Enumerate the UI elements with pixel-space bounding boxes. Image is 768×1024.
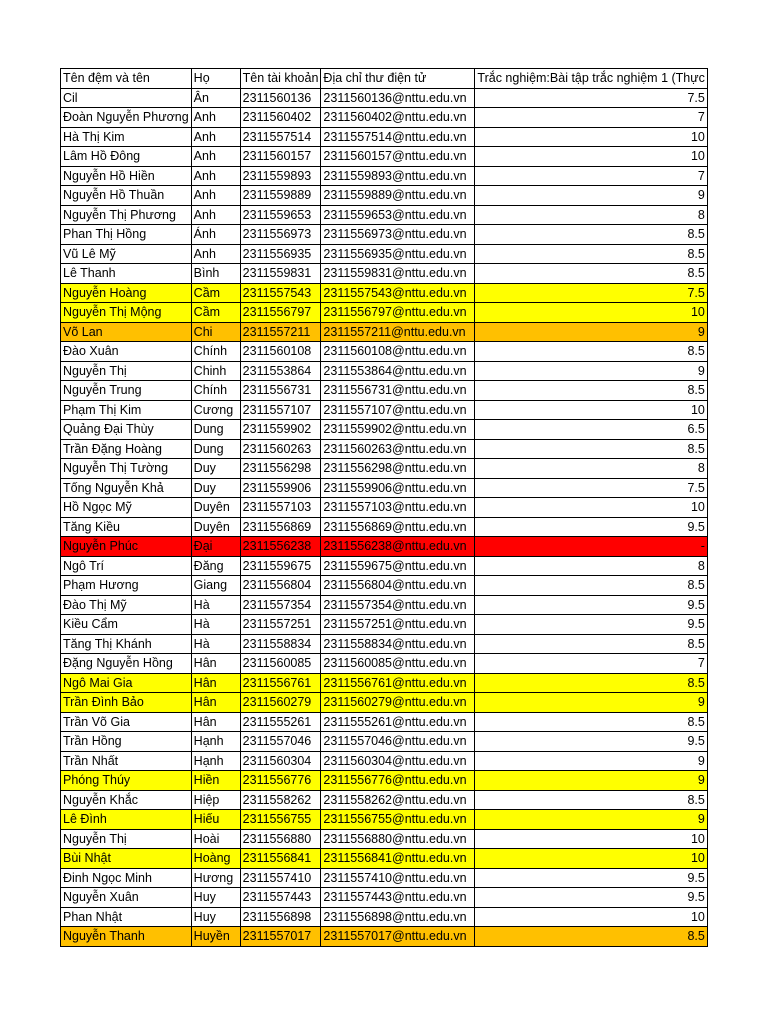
cell-email[interactable]: 2311556880@nttu.edu.vn	[321, 829, 475, 849]
table-row	[61, 439, 708, 459]
cell-ten[interactable]: Bình	[191, 264, 240, 284]
cell-email[interactable]: 2311560402@nttu.edu.vn	[321, 108, 475, 128]
cell-ten[interactable]: Chi	[191, 322, 240, 342]
cell-email[interactable]: 2311559831@nttu.edu.vn	[321, 264, 475, 284]
cell-diem[interactable]: 7	[475, 108, 707, 128]
table-row	[61, 166, 708, 186]
cell-tai-khoan[interactable]: 2311556804	[240, 576, 321, 596]
cell-tai-khoan[interactable]: 2311556776	[240, 771, 321, 791]
table-row	[61, 478, 708, 498]
cell-tai-khoan[interactable]: 2311557443	[240, 888, 321, 908]
cell-ten[interactable]: Hà	[191, 634, 240, 654]
cell-ho-dem[interactable]: Võ Lan	[61, 322, 192, 342]
table-row	[61, 615, 708, 635]
cell-tai-khoan[interactable]: 2311559675	[240, 556, 321, 576]
table-row	[61, 459, 708, 479]
cell-email[interactable]: 2311560108@nttu.edu.vn	[321, 342, 475, 362]
table-row	[61, 225, 708, 245]
cell-diem[interactable]: 9	[475, 361, 707, 381]
cell-ten[interactable]: Anh	[191, 244, 240, 264]
cell-diem[interactable]: 7.5	[475, 478, 707, 498]
cell-diem[interactable]: 8.5	[475, 264, 707, 284]
cell-ho-dem[interactable]: Vũ Lê Mỹ	[61, 244, 192, 264]
cell-tai-khoan[interactable]: 2311559653	[240, 205, 321, 225]
header-ho-dem[interactable]: Tên đệm và tên	[61, 69, 192, 89]
table-row	[61, 576, 708, 596]
cell-ten[interactable]: Hiệp	[191, 790, 240, 810]
cell-tai-khoan[interactable]: 2311557017	[240, 927, 321, 947]
cell-diem[interactable]: 9.5	[475, 595, 707, 615]
cell-ten[interactable]: Đăng	[191, 556, 240, 576]
cell-diem[interactable]: 10	[475, 849, 707, 869]
table-row	[61, 712, 708, 732]
cell-tai-khoan[interactable]: 2311557410	[240, 868, 321, 888]
cell-ten[interactable]: Hoài	[191, 829, 240, 849]
cell-ho-dem[interactable]: Lê Thanh	[61, 264, 192, 284]
cell-diem[interactable]: 7.5	[475, 88, 707, 108]
table-row	[61, 498, 708, 518]
cell-email[interactable]: 2311560279@nttu.edu.vn	[321, 693, 475, 713]
cell-email[interactable]: 2311556238@nttu.edu.vn	[321, 537, 475, 557]
cell-diem[interactable]: 9.5	[475, 517, 707, 537]
cell-ho-dem[interactable]: Nguyễn Trung	[61, 381, 192, 401]
cell-ho-dem[interactable]: Hà Thị Kim	[61, 127, 192, 147]
cell-ten[interactable]: Hà	[191, 595, 240, 615]
cell-tai-khoan[interactable]: 2311559902	[240, 420, 321, 440]
cell-ten[interactable]: Ánh	[191, 225, 240, 245]
table-row	[61, 420, 708, 440]
cell-diem[interactable]: 9	[475, 771, 707, 791]
cell-diem[interactable]: 8.5	[475, 790, 707, 810]
cell-diem[interactable]: -	[475, 537, 707, 557]
cell-email[interactable]: 2311556731@nttu.edu.vn	[321, 381, 475, 401]
cell-ho-dem[interactable]: Trần Đình Bảo	[61, 693, 192, 713]
cell-diem[interactable]: 10	[475, 147, 707, 167]
cell-diem[interactable]: 9	[475, 186, 707, 206]
cell-ten[interactable]: Hương	[191, 868, 240, 888]
cell-tai-khoan[interactable]: 2311559893	[240, 166, 321, 186]
cell-email[interactable]: 2311556298@nttu.edu.vn	[321, 459, 475, 479]
cell-ten[interactable]: Duy	[191, 459, 240, 479]
table-row	[61, 322, 708, 342]
cell-tai-khoan[interactable]: 2311557046	[240, 732, 321, 752]
cell-ho-dem[interactable]: Tăng Kiều	[61, 517, 192, 537]
table-row	[61, 693, 708, 713]
cell-tai-khoan[interactable]: 2311560304	[240, 751, 321, 771]
cell-email[interactable]: 2311557046@nttu.edu.vn	[321, 732, 475, 752]
cell-email[interactable]: 2311559675@nttu.edu.vn	[321, 556, 475, 576]
cell-ho-dem[interactable]: Phạm Thị Kim	[61, 400, 192, 420]
table-row	[61, 829, 708, 849]
table-row	[61, 654, 708, 674]
cell-ho-dem[interactable]: Nguyễn Thị	[61, 361, 192, 381]
cell-diem[interactable]: 9.5	[475, 732, 707, 752]
cell-diem[interactable]: 8.5	[475, 927, 707, 947]
cell-email[interactable]: 2311557443@nttu.edu.vn	[321, 888, 475, 908]
table-row	[61, 517, 708, 537]
cell-ho-dem[interactable]: Đinh Ngọc Minh	[61, 868, 192, 888]
cell-email[interactable]: 2311559906@nttu.edu.vn	[321, 478, 475, 498]
cell-diem[interactable]: 9.5	[475, 615, 707, 635]
cell-diem[interactable]: 8.5	[475, 634, 707, 654]
cell-email[interactable]: 2311553864@nttu.edu.vn	[321, 361, 475, 381]
cell-diem[interactable]: 8	[475, 205, 707, 225]
cell-ho-dem[interactable]: Nguyễn Khắc	[61, 790, 192, 810]
cell-diem[interactable]: 7	[475, 654, 707, 674]
cell-tai-khoan[interactable]: 2311556298	[240, 459, 321, 479]
cell-diem[interactable]: 10	[475, 907, 707, 927]
cell-email[interactable]: 2311555261@nttu.edu.vn	[321, 712, 475, 732]
cell-tai-khoan[interactable]: 2311557251	[240, 615, 321, 635]
cell-ten[interactable]: Hạnh	[191, 732, 240, 752]
table-row	[61, 361, 708, 381]
cell-email[interactable]: 2311559893@nttu.edu.vn	[321, 166, 475, 186]
cell-tai-khoan[interactable]: 2311557103	[240, 498, 321, 518]
cell-tai-khoan[interactable]: 2311560085	[240, 654, 321, 674]
cell-ten[interactable]: Anh	[191, 166, 240, 186]
cell-email[interactable]: 2311556898@nttu.edu.vn	[321, 907, 475, 927]
cell-diem[interactable]: 9	[475, 810, 707, 830]
cell-email[interactable]: 2311557211@nttu.edu.vn	[321, 322, 475, 342]
table-row	[61, 400, 708, 420]
cell-tai-khoan[interactable]: 2311559906	[240, 478, 321, 498]
cell-ho-dem[interactable]: Kiều Cẩm	[61, 615, 192, 635]
table-row	[61, 127, 708, 147]
cell-diem[interactable]: 8.5	[475, 342, 707, 362]
cell-ten[interactable]: Duyên	[191, 498, 240, 518]
cell-email[interactable]: 2311556869@nttu.edu.vn	[321, 517, 475, 537]
cell-diem[interactable]: 8	[475, 556, 707, 576]
cell-ho-dem[interactable]: Cil	[61, 88, 192, 108]
cell-ho-dem[interactable]: Phạm Hương	[61, 576, 192, 596]
cell-diem[interactable]: 9.5	[475, 888, 707, 908]
cell-ho-dem[interactable]: Tăng Thị Khánh	[61, 634, 192, 654]
cell-ten[interactable]: Cầm	[191, 283, 240, 303]
table-row	[61, 186, 708, 206]
cell-ten[interactable]: Chính	[191, 381, 240, 401]
cell-tai-khoan[interactable]: 2311558262	[240, 790, 321, 810]
cell-ho-dem[interactable]: Đặng Nguyễn Hồng	[61, 654, 192, 674]
cell-email[interactable]: 2311556935@nttu.edu.vn	[321, 244, 475, 264]
cell-ten[interactable]: Chính	[191, 342, 240, 362]
cell-email[interactable]: 2311556973@nttu.edu.vn	[321, 225, 475, 245]
cell-ten[interactable]: Dung	[191, 439, 240, 459]
table-row	[61, 810, 708, 830]
cell-diem[interactable]: 9	[475, 693, 707, 713]
cell-ten[interactable]: Hiếu	[191, 810, 240, 830]
cell-ho-dem[interactable]: Nguyễn Thanh	[61, 927, 192, 947]
cell-ho-dem[interactable]: Đào Thị Mỹ	[61, 595, 192, 615]
cell-ho-dem[interactable]: Nguyễn Thị Mộng	[61, 303, 192, 323]
cell-tai-khoan[interactable]: 2311556761	[240, 673, 321, 693]
cell-tai-khoan[interactable]: 2311553864	[240, 361, 321, 381]
cell-diem[interactable]: 8.5	[475, 225, 707, 245]
cell-ho-dem[interactable]: Ngô Trí	[61, 556, 192, 576]
cell-ho-dem[interactable]: Đào Xuân	[61, 342, 192, 362]
table-row	[61, 244, 708, 264]
table-row	[61, 556, 708, 576]
header-row	[61, 69, 708, 89]
table-row	[61, 751, 708, 771]
cell-diem[interactable]: 10	[475, 303, 707, 323]
cell-diem[interactable]: 8.5	[475, 381, 707, 401]
cell-diem[interactable]: 8.5	[475, 576, 707, 596]
cell-diem[interactable]: 9.5	[475, 868, 707, 888]
cell-ho-dem[interactable]: Ngô Mai Gia	[61, 673, 192, 693]
cell-tai-khoan[interactable]: 2311558834	[240, 634, 321, 654]
cell-email[interactable]: 2311556755@nttu.edu.vn	[321, 810, 475, 830]
cell-tai-khoan[interactable]: 2311557543	[240, 283, 321, 303]
cell-diem[interactable]: 6.5	[475, 420, 707, 440]
cell-ho-dem[interactable]: Phan Thị Hồng	[61, 225, 192, 245]
cell-diem[interactable]: 10	[475, 498, 707, 518]
table-row	[61, 147, 708, 167]
table-row	[61, 732, 708, 752]
cell-ten[interactable]: Hiền	[191, 771, 240, 791]
cell-tai-khoan[interactable]: 2311557107	[240, 400, 321, 420]
cell-ho-dem[interactable]: Trần Võ Gia	[61, 712, 192, 732]
cell-tai-khoan[interactable]: 2311560108	[240, 342, 321, 362]
cell-ho-dem[interactable]: Trần Nhất	[61, 751, 192, 771]
cell-ho-dem[interactable]: Nguyễn Hồ Hiền	[61, 166, 192, 186]
cell-ten[interactable]: Hân	[191, 673, 240, 693]
table-row	[61, 283, 708, 303]
cell-ho-dem[interactable]: Đoàn Nguyễn Phương	[61, 108, 192, 128]
table-row	[61, 790, 708, 810]
cell-email[interactable]: 2311560157@nttu.edu.vn	[321, 147, 475, 167]
cell-email[interactable]: 2311560085@nttu.edu.vn	[321, 654, 475, 674]
table-row	[61, 537, 708, 557]
cell-email[interactable]: 2311558834@nttu.edu.vn	[321, 634, 475, 654]
cell-ten[interactable]: Anh	[191, 127, 240, 147]
cell-diem[interactable]: 8.5	[475, 439, 707, 459]
cell-ten[interactable]: Dung	[191, 420, 240, 440]
table-row	[61, 927, 708, 947]
cell-diem[interactable]: 7	[475, 166, 707, 186]
table-row	[61, 673, 708, 693]
cell-ho-dem[interactable]: Nguyễn Phúc	[61, 537, 192, 557]
cell-tai-khoan[interactable]: 2311560136	[240, 88, 321, 108]
cell-email[interactable]: 2311556804@nttu.edu.vn	[321, 576, 475, 596]
cell-ten[interactable]: Huyền	[191, 927, 240, 947]
cell-ten[interactable]: Anh	[191, 186, 240, 206]
cell-ten[interactable]: Cầm	[191, 303, 240, 323]
cell-diem[interactable]: 10	[475, 127, 707, 147]
cell-ten[interactable]: Hân	[191, 693, 240, 713]
table-row	[61, 634, 708, 654]
cell-ho-dem[interactable]: Lê Đình	[61, 810, 192, 830]
cell-ho-dem[interactable]: Trần Hồng	[61, 732, 192, 752]
cell-ho-dem[interactable]: Nguyễn Thị Tường	[61, 459, 192, 479]
cell-email[interactable]: 2311558262@nttu.edu.vn	[321, 790, 475, 810]
cell-ten[interactable]: Hân	[191, 654, 240, 674]
cell-ho-dem[interactable]: Nguyễn Xuân	[61, 888, 192, 908]
cell-tai-khoan[interactable]: 2311560402	[240, 108, 321, 128]
cell-email[interactable]: 2311557251@nttu.edu.vn	[321, 615, 475, 635]
table-row	[61, 888, 708, 908]
cell-diem[interactable]: 8.5	[475, 673, 707, 693]
cell-email[interactable]: 2311556776@nttu.edu.vn	[321, 771, 475, 791]
cell-ten[interactable]: Hạnh	[191, 751, 240, 771]
table-row	[61, 595, 708, 615]
cell-ho-dem[interactable]: Bùi Nhật	[61, 849, 192, 869]
cell-tai-khoan[interactable]: 2311556880	[240, 829, 321, 849]
cell-email[interactable]: 2311557017@nttu.edu.vn	[321, 927, 475, 947]
cell-ten[interactable]: Duy	[191, 478, 240, 498]
cell-tai-khoan[interactable]: 2311556869	[240, 517, 321, 537]
cell-diem[interactable]: 9	[475, 751, 707, 771]
table-row	[61, 108, 708, 128]
cell-email[interactable]: 2311560304@nttu.edu.vn	[321, 751, 475, 771]
cell-ho-dem[interactable]: Nguyễn Hoàng	[61, 283, 192, 303]
header-ten[interactable]: Họ	[191, 69, 240, 89]
cell-ten[interactable]: Anh	[191, 108, 240, 128]
cell-ho-dem[interactable]: Quảng Đại Thùy	[61, 420, 192, 440]
cell-tai-khoan[interactable]: 2311556841	[240, 849, 321, 869]
table-row	[61, 88, 708, 108]
cell-tai-khoan[interactable]: 2311556973	[240, 225, 321, 245]
table-row	[61, 205, 708, 225]
cell-ho-dem[interactable]: Nguyễn Thị Phương	[61, 205, 192, 225]
cell-tai-khoan[interactable]: 2311560157	[240, 147, 321, 167]
cell-tai-khoan[interactable]: 2311559831	[240, 264, 321, 284]
cell-ho-dem[interactable]: Nguyễn Thị	[61, 829, 192, 849]
cell-tai-khoan[interactable]: 2311560263	[240, 439, 321, 459]
cell-diem[interactable]: 8	[475, 459, 707, 479]
cell-ten[interactable]: Giang	[191, 576, 240, 596]
cell-email[interactable]: 2311559653@nttu.edu.vn	[321, 205, 475, 225]
table-row	[61, 303, 708, 323]
cell-email[interactable]: 2311556761@nttu.edu.vn	[321, 673, 475, 693]
cell-tai-khoan[interactable]: 2311560279	[240, 693, 321, 713]
cell-ten[interactable]: Duyên	[191, 517, 240, 537]
table-row	[61, 868, 708, 888]
table-row	[61, 342, 708, 362]
cell-email[interactable]: 2311559902@nttu.edu.vn	[321, 420, 475, 440]
cell-ten[interactable]: Anh	[191, 147, 240, 167]
cell-ten[interactable]: Hà	[191, 615, 240, 635]
cell-diem[interactable]: 7.5	[475, 283, 707, 303]
cell-ho-dem[interactable]: Tống Nguyễn Khả	[61, 478, 192, 498]
cell-tai-khoan[interactable]: 2311556731	[240, 381, 321, 401]
cell-email[interactable]: 2311556841@nttu.edu.vn	[321, 849, 475, 869]
cell-ten[interactable]: Ân	[191, 88, 240, 108]
cell-email[interactable]: 2311560263@nttu.edu.vn	[321, 439, 475, 459]
table-row	[61, 849, 708, 869]
cell-email[interactable]: 2311557543@nttu.edu.vn	[321, 283, 475, 303]
cell-email[interactable]: 2311557107@nttu.edu.vn	[321, 400, 475, 420]
cell-diem[interactable]: 10	[475, 400, 707, 420]
cell-email[interactable]: 2311560136@nttu.edu.vn	[321, 88, 475, 108]
cell-email[interactable]: 2311557514@nttu.edu.vn	[321, 127, 475, 147]
cell-email[interactable]: 2311559889@nttu.edu.vn	[321, 186, 475, 206]
cell-ten[interactable]: Hân	[191, 712, 240, 732]
cell-email[interactable]: 2311556797@nttu.edu.vn	[321, 303, 475, 323]
cell-ten[interactable]: Đại	[191, 537, 240, 557]
cell-email[interactable]: 2311557103@nttu.edu.vn	[321, 498, 475, 518]
cell-ho-dem[interactable]: Hồ Ngọc Mỹ	[61, 498, 192, 518]
cell-email[interactable]: 2311557354@nttu.edu.vn	[321, 595, 475, 615]
cell-diem[interactable]: 10	[475, 829, 707, 849]
cell-ho-dem[interactable]: Lâm Hồ Đông	[61, 147, 192, 167]
cell-tai-khoan[interactable]: 2311557354	[240, 595, 321, 615]
cell-ten[interactable]: Hoàng	[191, 849, 240, 869]
cell-tai-khoan[interactable]: 2311556898	[240, 907, 321, 927]
table-row	[61, 907, 708, 927]
cell-diem[interactable]: 9	[475, 322, 707, 342]
cell-ten[interactable]: Cương	[191, 400, 240, 420]
grades-table	[60, 68, 708, 947]
cell-diem[interactable]: 8.5	[475, 712, 707, 732]
cell-tai-khoan[interactable]: 2311556797	[240, 303, 321, 323]
header-tai-khoan[interactable]: Tên tài khoản	[240, 69, 321, 89]
cell-tai-khoan[interactable]: 2311556755	[240, 810, 321, 830]
cell-tai-khoan[interactable]: 2311557514	[240, 127, 321, 147]
cell-tai-khoan[interactable]: 2311556238	[240, 537, 321, 557]
cell-tai-khoan[interactable]: 2311555261	[240, 712, 321, 732]
cell-email[interactable]: 2311557410@nttu.edu.vn	[321, 868, 475, 888]
cell-diem[interactable]: 8.5	[475, 244, 707, 264]
cell-tai-khoan[interactable]: 2311559889	[240, 186, 321, 206]
cell-ten[interactable]: Huy	[191, 907, 240, 927]
table-row	[61, 771, 708, 791]
cell-ten[interactable]: Huy	[191, 888, 240, 908]
table-row	[61, 264, 708, 284]
header-diem[interactable]: Trắc nghiệm:Bài tập trắc nghiệm 1 (Thực	[475, 69, 707, 89]
table-row	[61, 381, 708, 401]
cell-ten[interactable]: Chinh	[191, 361, 240, 381]
cell-ho-dem[interactable]: Trần Đặng Hoàng	[61, 439, 192, 459]
cell-ho-dem[interactable]: Nguyễn Hồ Thuần	[61, 186, 192, 206]
cell-ho-dem[interactable]: Phan Nhật	[61, 907, 192, 927]
cell-ten[interactable]: Anh	[191, 205, 240, 225]
cell-tai-khoan[interactable]: 2311556935	[240, 244, 321, 264]
cell-ho-dem[interactable]: Phóng Thúy	[61, 771, 192, 791]
cell-tai-khoan[interactable]: 2311557211	[240, 322, 321, 342]
header-email[interactable]: Địa chỉ thư điện tử	[321, 69, 475, 89]
